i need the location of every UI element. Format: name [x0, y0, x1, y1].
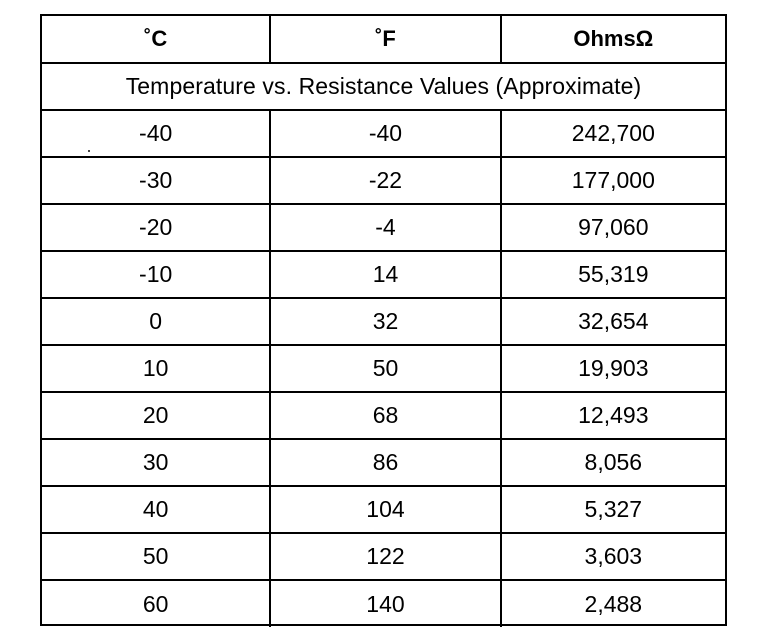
table-row: [42, 157, 725, 204]
temperature-resistance-table: [42, 16, 725, 627]
table-row: [42, 298, 725, 345]
table-row: [42, 204, 725, 251]
cell-celsius: 60: [42, 580, 270, 627]
cell-ohms: 8,056: [501, 439, 725, 486]
cell-fahrenheit: 86: [270, 439, 500, 486]
cell-celsius: 10: [42, 345, 270, 392]
table-header-row: [42, 16, 725, 63]
table-row: [42, 580, 725, 627]
cell-celsius: -20: [42, 204, 270, 251]
cell-celsius: 30: [42, 439, 270, 486]
cell-ohms: 2,488: [501, 580, 725, 627]
table-row: [42, 392, 725, 439]
table-row: [42, 110, 725, 157]
table-row: [42, 533, 725, 580]
cell-ohms: 5,327: [501, 486, 725, 533]
cell-celsius: -40: [42, 110, 270, 157]
cell-celsius: 50: [42, 533, 270, 580]
table-row: [42, 345, 725, 392]
cell-ohms: 97,060: [501, 204, 725, 251]
cell-ohms: 177,000: [501, 157, 725, 204]
cell-fahrenheit: 50: [270, 345, 500, 392]
cell-ohms: 12,493: [501, 392, 725, 439]
cell-ohms: 3,603: [501, 533, 725, 580]
table-row: [42, 251, 725, 298]
scan-speck: [88, 150, 90, 152]
cell-celsius: -30: [42, 157, 270, 204]
table-caption: Temperature vs. Resistance Values (Approximate): [42, 63, 725, 110]
cell-celsius: -10: [42, 251, 270, 298]
cell-fahrenheit: -22: [270, 157, 500, 204]
cell-celsius: 20: [42, 392, 270, 439]
cell-fahrenheit: -40: [270, 110, 500, 157]
cell-ohms: 32,654: [501, 298, 725, 345]
cell-ohms: 242,700: [501, 110, 725, 157]
cell-fahrenheit: 68: [270, 392, 500, 439]
cell-fahrenheit: 140: [270, 580, 500, 627]
cell-celsius: 40: [42, 486, 270, 533]
cell-ohms: 19,903: [501, 345, 725, 392]
cell-fahrenheit: 122: [270, 533, 500, 580]
cell-fahrenheit: 32: [270, 298, 500, 345]
table-row: [42, 486, 725, 533]
header-celsius: ˚C: [42, 16, 270, 63]
cell-ohms: 55,319: [501, 251, 725, 298]
cell-fahrenheit: 14: [270, 251, 500, 298]
header-fahrenheit: ˚F: [270, 16, 500, 63]
cell-celsius: 0: [42, 298, 270, 345]
resistance-table-frame: [40, 14, 727, 626]
table-row: [42, 439, 725, 486]
table-caption-row: [42, 63, 725, 110]
cell-fahrenheit: -4: [270, 204, 500, 251]
cell-fahrenheit: 104: [270, 486, 500, 533]
header-ohms: OhmsΩ: [501, 16, 725, 63]
